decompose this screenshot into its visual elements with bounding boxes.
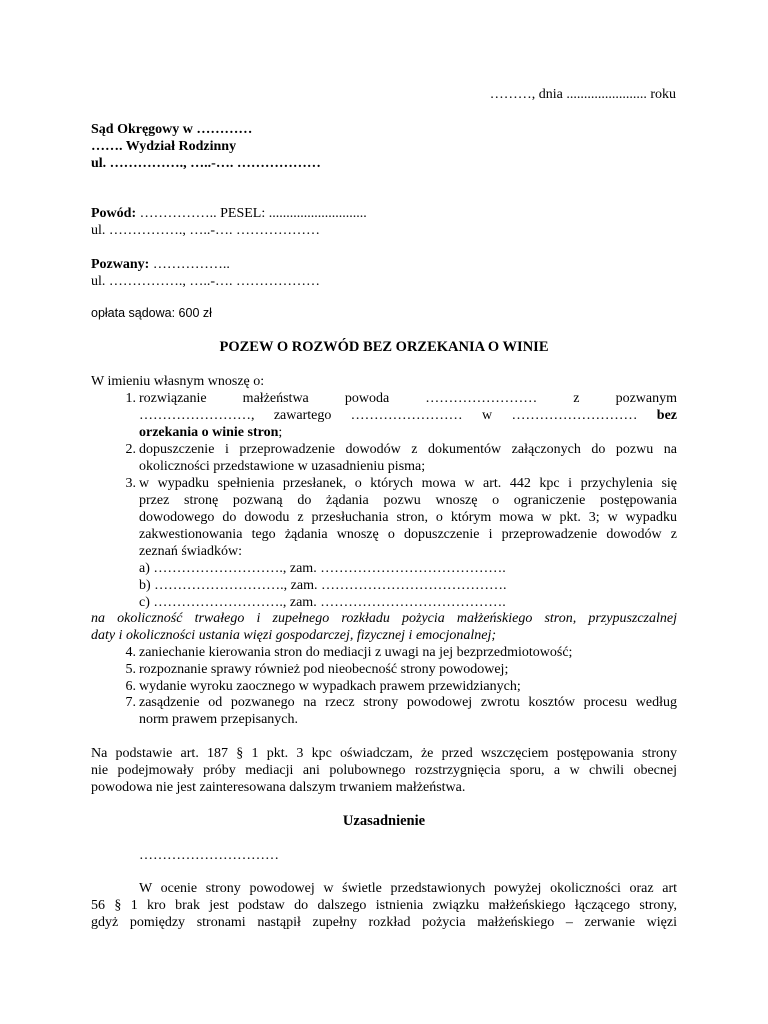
item-1-line-1: rozwiązanie małżeństwa powoda …………………… z pozwanym (139, 391, 677, 406)
date-line: ………, dnia ....................... roku (489, 87, 676, 102)
item-4-number: 4. (125, 645, 136, 660)
defendant-address: ul. ……………., …..-…. ……………… (91, 274, 321, 289)
item-3-line-1: w wypadku spełnienia przesłanek, o których mowa w art. 442 kpc i przychylenia się (139, 476, 677, 491)
defendant-line (91, 256, 230, 273)
defendant-value: …………….. (149, 257, 230, 272)
item-3-line-5: zeznań świadków: (139, 544, 243, 559)
item-2-number: 2. (125, 442, 136, 457)
item-1-line-2-bold: bez (656, 408, 677, 423)
justification-line-2: 56 § 1 kro brak jest podstaw do dalszego istnienia związku małżeńskiego łączącego strony, (91, 898, 677, 913)
item-1-line-3-rest: ; (278, 425, 283, 440)
court-department: ……. Wydział Rodzinny (91, 139, 237, 154)
item-3-line-4: zakwestionowania tego żądania wnoszę o dopuszczenie i przeprowadzenie dowodów z (139, 527, 677, 542)
request-intro: W imieniu własnym wnoszę o: (91, 374, 265, 389)
plaintiff-label: Powód: (91, 206, 137, 221)
item-2-line-1: dopuszczenie i przeprowadzenie dowodów z dokumentów załączonych do pozwu na (139, 442, 677, 457)
defendant-label: Pozwany: (91, 257, 150, 272)
court-fee: opłata sądowa: 600 zł (91, 306, 212, 320)
item-1-line-2-text: ……………………, zawartego …………………… w ……………………… (139, 408, 657, 423)
document-title: POZEW O ROZWÓD BEZ ORZEKANIA O WINIE (219, 339, 549, 355)
statement-line-2: nie podejmowały próby mediacji ani polubownego rozstrzygnięcia sporu, a w chwili obecnej (91, 763, 677, 778)
item-3-number: 3. (125, 476, 136, 491)
statement-line-3: powodowa nie jest zainteresowana dalszym trwaniem małżeństwa. (91, 780, 466, 795)
circumstance-line-1: na okoliczność trwałego i zupełnego rozkładu pożycia małżeńskiego stron, przypuszczalnej (91, 611, 677, 626)
item-3-line-2: przez stronę pozwaną do żądania pozwu wnoszę o ograniczenie postępowania (139, 493, 677, 508)
item-7-number: 7. (125, 695, 136, 710)
item-1-number: 1. (125, 391, 136, 406)
item-4-text: zaniechanie kierowania stron do mediacji z uwagi na jej bezprzedmiotowość; (139, 645, 573, 660)
justification-dots: ………………………… (139, 848, 279, 863)
witness-a: a) ………………………., zam. …………………………………. (139, 561, 506, 576)
item-1-line-2 (139, 407, 677, 424)
justification-line-3: gdyż pomiędzy stronami nastąpił zupełny rozkład pożycia małżeńskiego – zerwanie więzi (91, 915, 677, 930)
court-address: ul. ……………., …..-…. ……………… (91, 156, 321, 171)
court-name: Sąd Okręgowy w ………… (91, 122, 253, 137)
statement-line-1: Na podstawie art. 187 § 1 pkt. 3 kpc oświadczam, że przed wszczęciem postępowania strony (91, 746, 677, 761)
item-5-number: 5. (125, 662, 136, 677)
item-7-line-2: norm prawem przepisanych. (139, 712, 298, 727)
item-1-line-3-bold: orzekania o winie stron (139, 425, 279, 440)
item-5-text: rozpoznanie sprawy również pod nieobecność strony powodowej; (139, 662, 509, 677)
witness-b: b) ………………………., zam. …………………………………. (139, 578, 507, 593)
item-6-text: wydanie wyroku zaocznego w wypadkach prawem przewidzianych; (139, 679, 521, 694)
item-1-line-3 (139, 424, 282, 441)
item-2-line-2: okoliczności przedstawione w uzasadnieniu pisma; (139, 459, 426, 474)
plaintiff-line (91, 205, 367, 222)
witness-c: c) ………………………., zam. …………………………………. (139, 595, 506, 610)
justification-line-1: W ocenie strony powodowej w świetle przedstawionych powyżej okoliczności oraz art (139, 881, 677, 896)
plaintiff-address: ul. ……………., …..-…. ……………… (91, 223, 321, 238)
circumstance-line-2: daty i okoliczności ustania więzi gospodarczej, fizycznej i emocjonalnej; (91, 628, 497, 643)
justification-heading: Uzasadnienie (342, 813, 426, 829)
item-3-line-3: dowodowego do dowodu z przesłuchania stron, o którym mowa w pkt. 3; w wypadku (139, 510, 677, 525)
item-6-number: 6. (125, 679, 136, 694)
item-7-line-1: zasądzenie od pozwanego na rzecz strony powodowej zwrotu kosztów procesu według (139, 695, 677, 710)
plaintiff-value: …………….. PESEL: ............................ (136, 206, 367, 221)
